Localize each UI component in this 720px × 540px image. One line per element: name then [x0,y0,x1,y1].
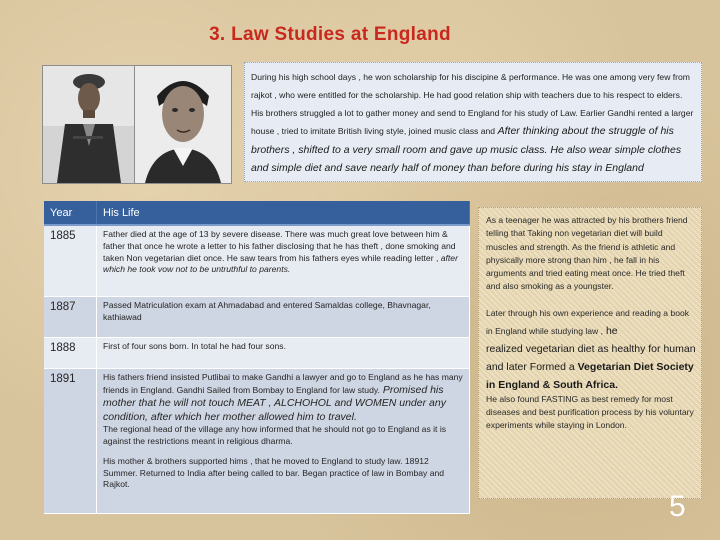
portrait-boy-image [43,66,134,183]
side-paragraph-2 [486,303,696,393]
row-year: 1888 [44,338,97,369]
table-row [44,338,470,369]
young-gandhi-photo [42,65,135,184]
table-header-row [44,201,470,225]
life-timeline-table [44,201,470,514]
row-description: First of four sons born. In total he had four sons. [97,338,470,369]
side-paragraph-1: As a teenager he was attracted by his brothers friend telling that Taking non vegetarian diet will build muscles and strength. As the friend is athletic and physically more strong than him , he fall in his arguments and tried eating meat once. He tried theft and also smoking as a youngster. [486,215,688,292]
intro-paragraph: During his high school days , he won scholarship for his discipine & performance. He was one among very few from rajkot , who were entitled for the scholarship. He had good relation ship with teachers due to his respect to elders. His brothers struggled a lot to gather money and send to England for his study of Law. Earlier Gandhi rented a larger house , tried to imitate British living style, joined music class and [251,72,694,136]
table-row [44,297,470,338]
row-description-3: His mother & brothers supported hims , that he moved to England to study law. 18912 Summer. Returned to India after being called to bar. Began practice of law in Bombay and Rajkot. [103,455,445,490]
row-description: Passed Matriculation exam at Ahmadabad and entered Samaldas college, Bhavnagar, kathiawad [97,297,470,338]
table-row [44,369,470,514]
row-year: 1891 [44,369,97,514]
portrait-man-image [135,66,231,183]
intro-text-box [244,62,702,182]
row-italic-note: after which he took vow not to be untruthful to parents. [103,252,458,275]
row-italic-promise: Promised his mother that he will not touch MEAT , ALCHOHOL and WOMEN under any condition, after which her mother allowed him to travel. [103,383,446,423]
side-paragraph-2-he: he [603,324,618,337]
slide-title: 3. Law Studies at England [209,24,451,45]
row-description-2: The regional head of the village any how informed that he should not go to England as it is against the restrictions meant in religious dharma. [103,424,447,447]
side-paragraph-3: He also found FASTING as best remedy for most diseases and best purification process by his voluntary experiments while staying in London. [486,393,694,431]
page-number: 5 [669,490,686,523]
life-column-header: His Life [97,201,470,225]
row-year: 1885 [44,225,97,297]
year-column-header: Year [44,201,97,225]
row-description: Father died at the age of 13 by severe disease. There was much great love between him & father that once he wrote a letter to his father disclosing that he has theft , done smoking and taken Non vegetarian diet once. He saw tears from his fathers eyes while reading letter , [103,229,456,263]
side-notes-box [478,207,702,499]
side-paragraph-2-bold: Vegetarian Diet Society in England & South Africa. [486,360,694,391]
row-year: 1887 [44,297,97,338]
table-row [44,225,470,297]
row-text [97,225,470,297]
intro-italic-paragraph: After thinking about the struggle of his brothers , shifted to a very small room and gave up music class. He also wear simple clothes and simple diet and save nearly half of money than before during his stay in England [251,125,682,174]
side-paragraph-2-intro: Later through his own experience and reading a book in England while studying law , [486,307,690,336]
young-man-portrait-photo [134,65,232,184]
row-text [97,369,470,514]
row-description: His fathers friend insisted Putlibai to make Gandhi a lawyer and go to England as he has many friends in England. Gandhi Sailed from Bombay to England for law study. [103,372,463,395]
side-paragraph-2-main: realized vegetarian diet as healthy for human and later Formed a [486,342,696,373]
